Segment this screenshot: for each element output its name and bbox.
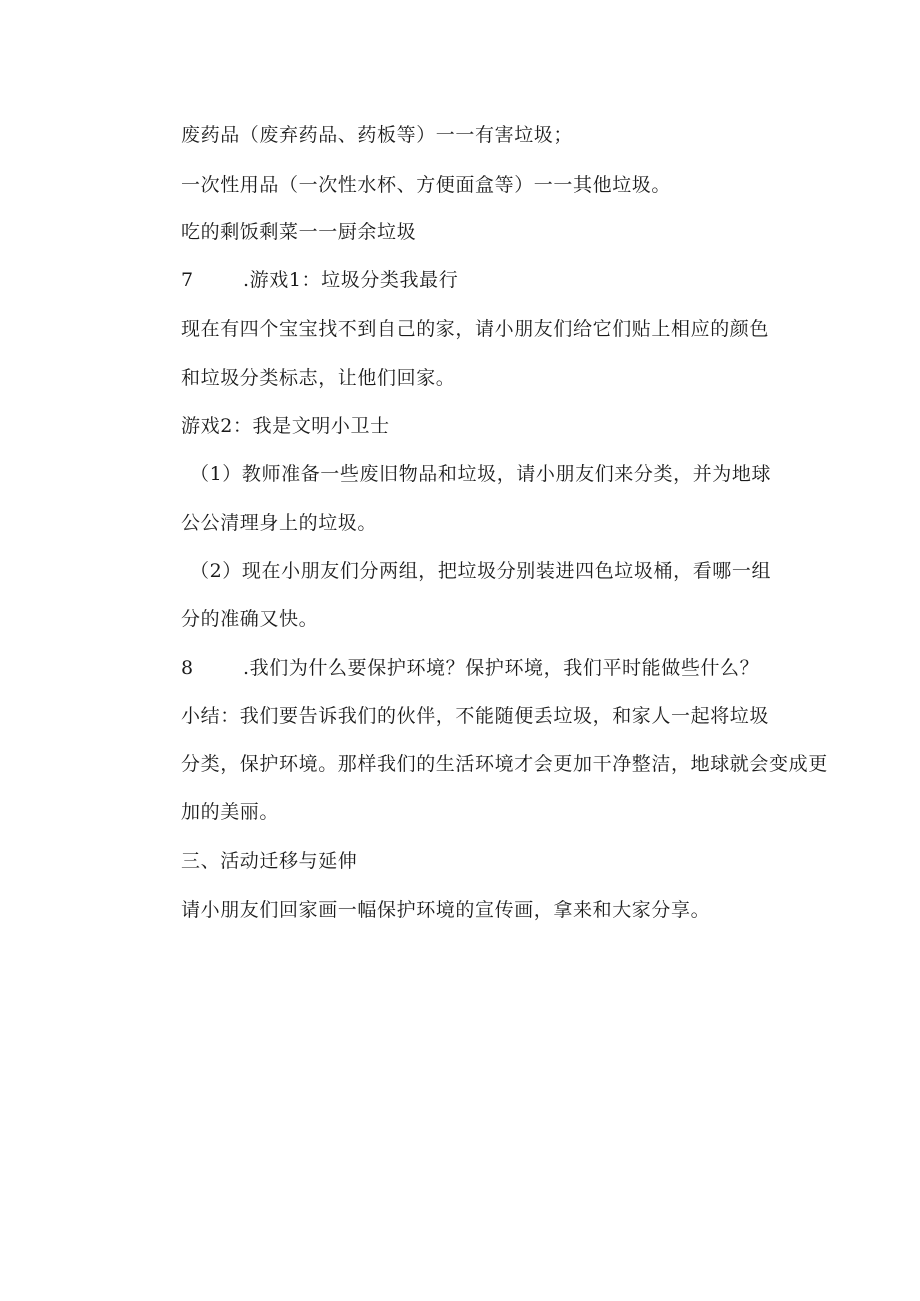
paragraph-summary-line1: 小结：我们要告诉我们的伙伴，不能随便丢垃圾，和家人一起将垃圾 xyxy=(181,705,770,727)
item-7 xyxy=(181,268,458,292)
item-8 xyxy=(181,656,759,680)
paragraph-step1-line1: （1）教师准备一些废旧物品和垃圾，请小朋友们来分类，并为地球 xyxy=(190,463,772,485)
item-number: 8 xyxy=(181,657,194,679)
paragraph-game1-line2: 和垃圾分类标志，让他们回家。 xyxy=(181,367,456,389)
paragraph-kitchen-waste: 吃的剩饭剩菜一一厨余垃圾 xyxy=(181,221,417,243)
paragraph-summary-line2: 分类，保护环境。那样我们的生活环境才会更加干净整洁，地球就会变成更 xyxy=(181,753,828,775)
paragraph-extension: 请小朋友们回家画一幅保护环境的宣传画，拿来和大家分享。 xyxy=(181,899,711,921)
paragraph-summary-line3: 加的美丽。 xyxy=(181,801,280,823)
paragraph-step2-line2: 分的准确又快。 xyxy=(181,608,319,630)
heading-game2: 游戏2：我是文明小卫士 xyxy=(181,415,390,437)
paragraph-hazardous-waste: 废药品（废弃药品、药板等）一一有害垃圾； xyxy=(181,124,574,146)
item-text: .游戏1：垃圾分类我最行 xyxy=(243,269,459,291)
paragraph-step2-line1: （2）现在小朋友们分两组，把垃圾分别装进四色垃圾桶，看哪一组 xyxy=(190,560,772,582)
paragraph-other-waste: 一次性用品（一次性水杯、方便面盒等）一一其他垃圾。 xyxy=(181,174,672,196)
paragraph-step1-line2: 公公清理身上的垃圾。 xyxy=(181,512,378,534)
item-text: .我们为什么要保护环境？保护环境，我们平时能做些什么？ xyxy=(243,657,760,679)
paragraph-game1-line1: 现在有四个宝宝找不到自己的家，请小朋友们给它们贴上相应的颜色 xyxy=(181,318,770,340)
item-number: 7 xyxy=(181,269,194,291)
heading-section-3: 三、活动迁移与延伸 xyxy=(181,850,358,872)
